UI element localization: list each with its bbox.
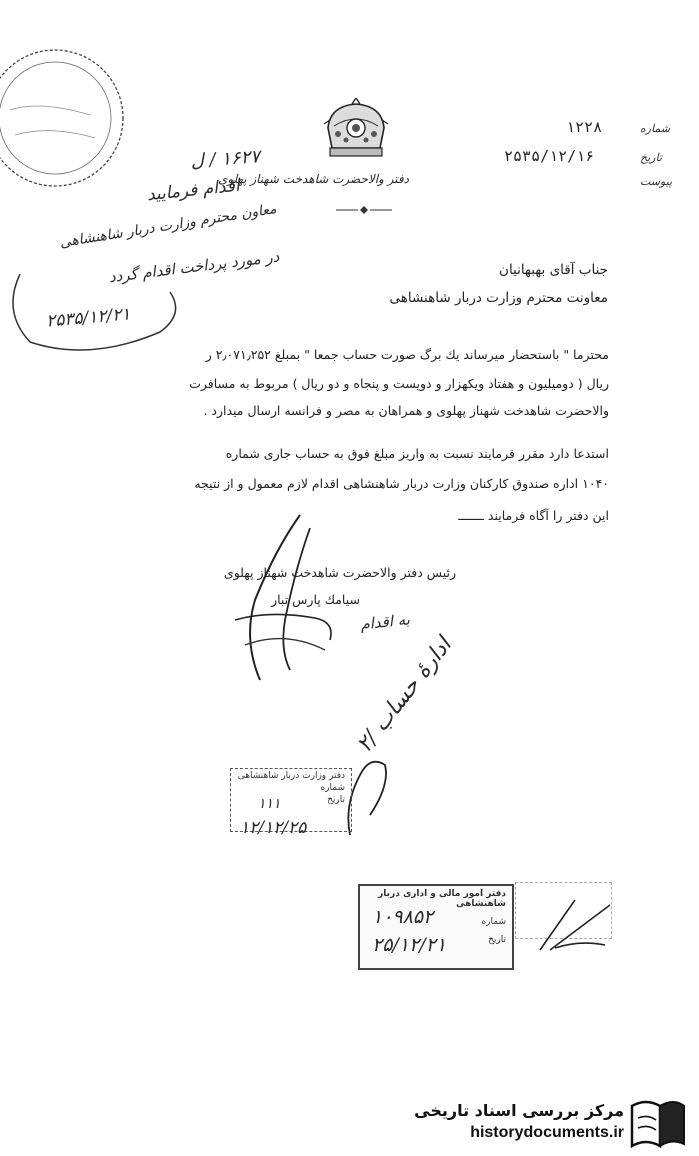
office-name: دفتر والاحضرت شاهدخت شهناز پهلوی xyxy=(218,172,409,186)
number-label: شماره xyxy=(640,122,671,135)
paragraph-1-line-1: محترما " باستحضار میرساند یك برگ صورت حساب جمعا " بمبلغ ۲٫۰۷۱٫۲۵۲ ر xyxy=(205,347,609,362)
paragraph-2-line-2: ۱۰۴۰ اداره صندوق کارکنان وزارت دربار شاهنشاهی اقدام لازم معمول و از نتیجه xyxy=(194,476,609,491)
round-seal-top xyxy=(0,40,150,190)
attachment-label: پیوست xyxy=(640,175,673,188)
stamp-2-title: دفتر امور مالی و اداری دربار شاهنشاهی xyxy=(378,889,506,909)
stamp-1-number: ۱۱۱ xyxy=(258,796,281,812)
ornament-divider xyxy=(336,200,392,210)
paragraph-2-line-3: این دفتر را آگاه فرمایند ـــــــ xyxy=(458,508,609,523)
date-label: تاریخ xyxy=(640,151,662,164)
signature-name: سیامك پارس تبار xyxy=(271,592,360,607)
stamp-2-number-label: شماره xyxy=(481,917,506,927)
paragraph-2-line-1: استدعا دارد مقرر فرمایند نسبت به واریز مبلغ فوق به حساب جاری شماره xyxy=(225,446,609,461)
margin-note-date: ۲۵۳۵/۱۲/۲۱ xyxy=(45,304,132,332)
signature-title: رئیس دفتر والاحضرت شاهدخت شهناز پهلوی xyxy=(223,565,456,580)
stamp-1-date: ۱۲/۱۲/۲۵ xyxy=(240,818,307,838)
stamp-2-date-label: تاریخ xyxy=(488,935,506,945)
margin-note-line-2: اقدام فرمایید xyxy=(145,175,241,206)
handwritten-signature xyxy=(215,510,355,685)
letter-date: ۲۵۳۵/۱۲/۱۶ xyxy=(504,147,595,165)
addressee-title: معاونت محترم وزارت دربار شاهنشاهی xyxy=(389,290,608,306)
handwritten-action-note: به اقدام xyxy=(359,610,411,634)
logo-title: مرکز بررسی اسناد تاریخی xyxy=(414,1101,624,1120)
stamp-2-date: ۲۵/۱۲/۲۱ xyxy=(372,934,447,956)
letter-number: ۱۲۲۸ xyxy=(566,118,603,136)
margin-note-line-1: ۱۶۲۷ / ل xyxy=(190,146,261,172)
paragraph-1-line-2: ریال ( دومیلیون و هفتاد ویکهزار و دویست و پنجاه و دو ریال ) مربوط به مسافرت xyxy=(189,376,609,391)
lower-handwritten-note: ۲/ ادارهٔ حساب xyxy=(352,633,457,758)
logo-url: historydocuments.ir xyxy=(470,1124,624,1141)
margin-note-line-3: معاون محترم وزارت دربار شاهنشاهی xyxy=(58,200,278,252)
initials-strokes xyxy=(530,890,620,960)
margin-note-line-4: در مورد پرداخت اقدام گردد xyxy=(107,247,281,287)
crown-emblem-icon xyxy=(322,98,390,168)
stamp-2-number: ۱۰۹۸۵۲ xyxy=(372,906,434,928)
stamp-1-title: دفتر وزارت دربار شاهنشاهی xyxy=(237,771,345,781)
paragraph-1-line-3: والاحضرت شاهدخت شهناز پهلوی و همراهان به مصر و فرانسه ارسال میدارد . xyxy=(203,403,609,418)
stamp-1-date-label: تاریخ xyxy=(327,795,345,805)
addressee-name: جناب آقای بهبهانیان xyxy=(499,262,608,278)
history-documents-logo-icon xyxy=(628,1096,688,1150)
stamp-1-number-label: شماره xyxy=(320,783,345,793)
